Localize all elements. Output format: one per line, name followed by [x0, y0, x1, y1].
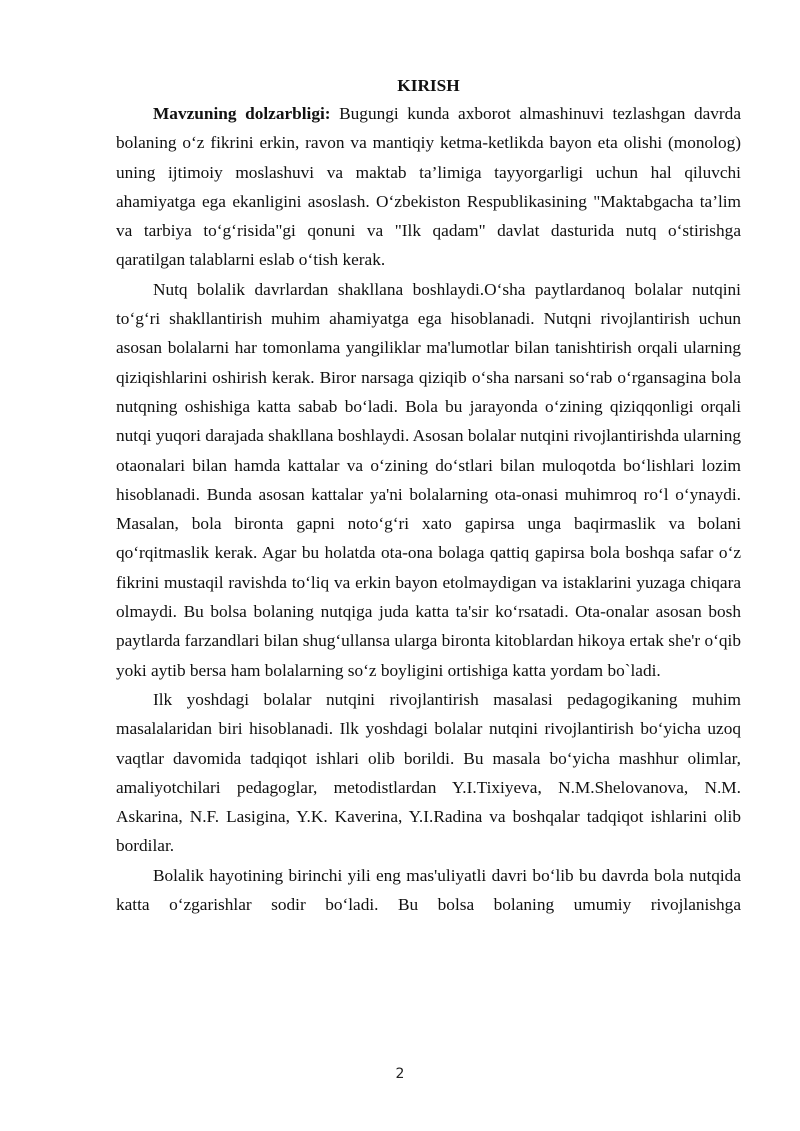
paragraph-first-year — [116, 861, 741, 920]
section-title: KIRISH — [397, 76, 460, 95]
paragraph-speech-formation — [116, 275, 741, 685]
paragraph-text: Bolalik hayotining birinchi yili eng mas'uliyatli davri bo‘lib bu davrda bola nutqida katta o‘zgarishlar sodir bo‘ladi. Bu bolsa bolaning umumiy rivojlanishga — [116, 865, 741, 915]
paragraph-text: Bugungi kunda axborot almashinuvi tezlashgan davrda bolaning o‘z fikrini erkin, ravon va mantiqiy ketma-ketlikda bayon eta olishi (monolog) uning ijtimoiy moslashuvi va maktab ta’limiga tayyorgarligi uchun hal qiluvchi ahamiyatga ega ekanligini asoslash. O‘zbekiston Respublikasining "Maktabgacha ta’lim va tarbiya to‘g‘risida"gi qonuni va "Ilk qadam" davlat dasturida nutq o‘stirishga qaratilgan talablarni eslab o‘tish kerak. — [116, 104, 741, 270]
paragraph-early-age — [116, 685, 741, 861]
document-body — [116, 76, 741, 919]
page-number: 2 — [395, 1066, 405, 1082]
paragraph-relevance — [116, 99, 741, 275]
paragraph-lead: Mavzuning dolzarbligi: — [153, 104, 331, 123]
paragraph-text: Nutq bolalik davrlardan shakllana boshlaydi.O‘sha paytlardanoq bolalar nutqini to‘g‘ri shakllantirish muhim ahamiyatga ega hisoblanadi. Nutqni rivojlantirish uchun asosan bolalarni har tomonlama yangiliklar ma'lumotlar bilan tanishtirish orqali ularning qiziqishlarini oshirish kerak. Biror narsaga qiziqib o‘sha narsani so‘rab o‘rgansagina bola nutqning oshishiga katta sabab bo‘ladi. Bola bu jarayonda o‘zining qiziqqonligi orqali nutqi yuqori darajada shakllana boshlaydi. Asosan bolalar nutqini rivojlantirishda ularning otaonalari bilan hamda kattalar va o‘zining do‘stlari bilan muloqotda bo‘lishlari lozim hisoblanadi. Bunda asosan kattalar ya'ni bolalarning ota-onasi muhimroq ro‘l o‘ynaydi. Masalan, bola bironta gapni noto‘g‘ri xato gapirsa unga baqirmaslik va bolani qo‘rqitmaslik kerak. Agar bu holatda ota-ona bolaga qattiq gapirsa bola boshqa safar o‘z fikrini mustaqil ravishda to‘liq va erkin bayon etolmaydigan va istaklarini yuzaga chiqara olmaydi. Bu bolsa bolaning nutqiga juda katta ta'sir ko‘rsatadi. Ota-onalar asosan bosh paytlarda farzandlari bilan shug‘ullansa ularga bironta kitoblardan hikoya ertak she'r o‘qib yoki aytib bersa ham bolalarning so‘z boyligini ortishiga katta yordam bo`ladi. — [116, 279, 741, 680]
paragraph-text: Ilk yoshdagi bolalar nutqini rivojlantirish masalasi pedagogikaning muhim masalalaridan biri hisoblanadi. Ilk yoshdagi bolalar nutqini rivojlantirish bo‘yicha uzoq vaqtlar davomida tadqiqot ishlari olib borildi. Bu masala bo‘yicha mashhur olimlar, amaliyotchilari pedagoglar, metodistlardan Y.I.Tixiyeva, N.M.Shelovanova, N.M. Askarina, N.F. Lasigina, Y.K. Kaverina, Y.I.Radina va boshqalar tadqiqot ishlarini olib bordilar. — [116, 689, 741, 856]
